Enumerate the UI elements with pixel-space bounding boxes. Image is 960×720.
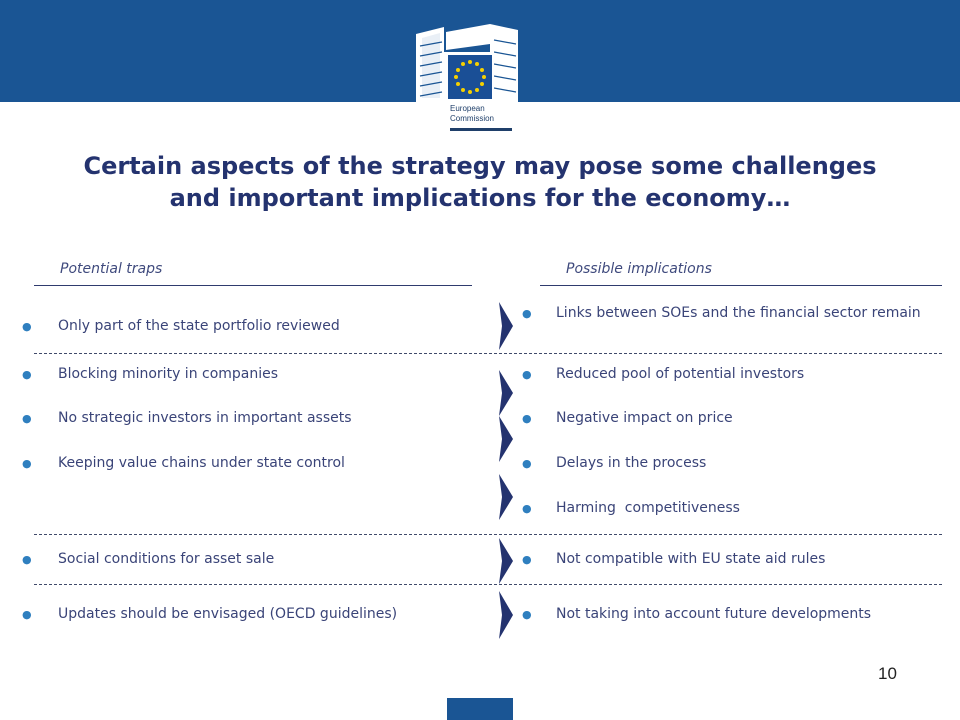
- page-number: 10: [878, 664, 897, 683]
- chevron-right-icon: [499, 370, 513, 416]
- bullet-icon: ●: [22, 320, 32, 333]
- implication-item: Negative impact on price: [556, 410, 733, 426]
- slide-title: [0, 150, 960, 214]
- bullet-icon: ●: [22, 368, 32, 381]
- bullet-icon: ●: [22, 553, 32, 566]
- row-separator: [34, 584, 942, 585]
- trap-item: Only part of the state portfolio reviewed: [58, 318, 340, 334]
- implication-item: Reduced pool of potential investors: [556, 366, 805, 382]
- bullet-icon: ●: [522, 553, 532, 566]
- implication-item: Delays in the process: [556, 455, 707, 471]
- bullet-icon: ●: [522, 457, 532, 470]
- trap-item: Updates should be envisaged (OECD guidelines): [58, 606, 398, 622]
- trap-item: No strategic investors in important assets: [58, 410, 352, 426]
- chevron-right-icon: [499, 416, 513, 462]
- logo-line-1: European: [450, 104, 485, 113]
- implication-item: Links between SOEs and the financial sector remain: [556, 305, 921, 321]
- trap-item: Keeping value chains under state control: [58, 455, 345, 471]
- bullet-icon: ●: [522, 412, 532, 425]
- implication-item: Not compatible with EU state aid rules: [556, 551, 826, 567]
- bullet-icon: ●: [522, 368, 532, 381]
- row-separator: [34, 534, 942, 535]
- possible-implications-heading: Possible implications: [566, 261, 712, 277]
- logo-wordmark: [450, 104, 494, 124]
- chevron-right-icon: [499, 302, 513, 350]
- chevron-right-icon: [499, 591, 513, 639]
- bullet-icon: ●: [22, 608, 32, 621]
- bullet-icon: ●: [522, 608, 532, 621]
- title-line-2: and important implications for the economy…: [169, 184, 791, 212]
- logo-line-2: Commission: [450, 114, 495, 123]
- potential-traps-heading: Potential traps: [60, 261, 163, 277]
- bullet-icon: ●: [22, 457, 32, 470]
- chevron-right-icon: [499, 538, 513, 584]
- trap-item: Social conditions for asset sale: [58, 551, 275, 567]
- right-heading-rule: [540, 285, 942, 286]
- footer-tab: [447, 698, 513, 720]
- implication-item: Not taking into account future developments: [556, 606, 872, 622]
- row-separator: [34, 353, 942, 354]
- title-line-1: Certain aspects of the strategy may pose some challenges: [83, 152, 877, 180]
- bullet-icon: ●: [522, 502, 532, 515]
- chevron-right-icon: [499, 474, 513, 520]
- logo-underline: [450, 128, 512, 131]
- left-heading-rule: [34, 285, 472, 286]
- bullet-icon: ●: [22, 412, 32, 425]
- trap-item: Blocking minority in companies: [58, 366, 279, 382]
- implication-item: Harming competitiveness: [556, 500, 740, 516]
- bullet-icon: ●: [522, 307, 532, 320]
